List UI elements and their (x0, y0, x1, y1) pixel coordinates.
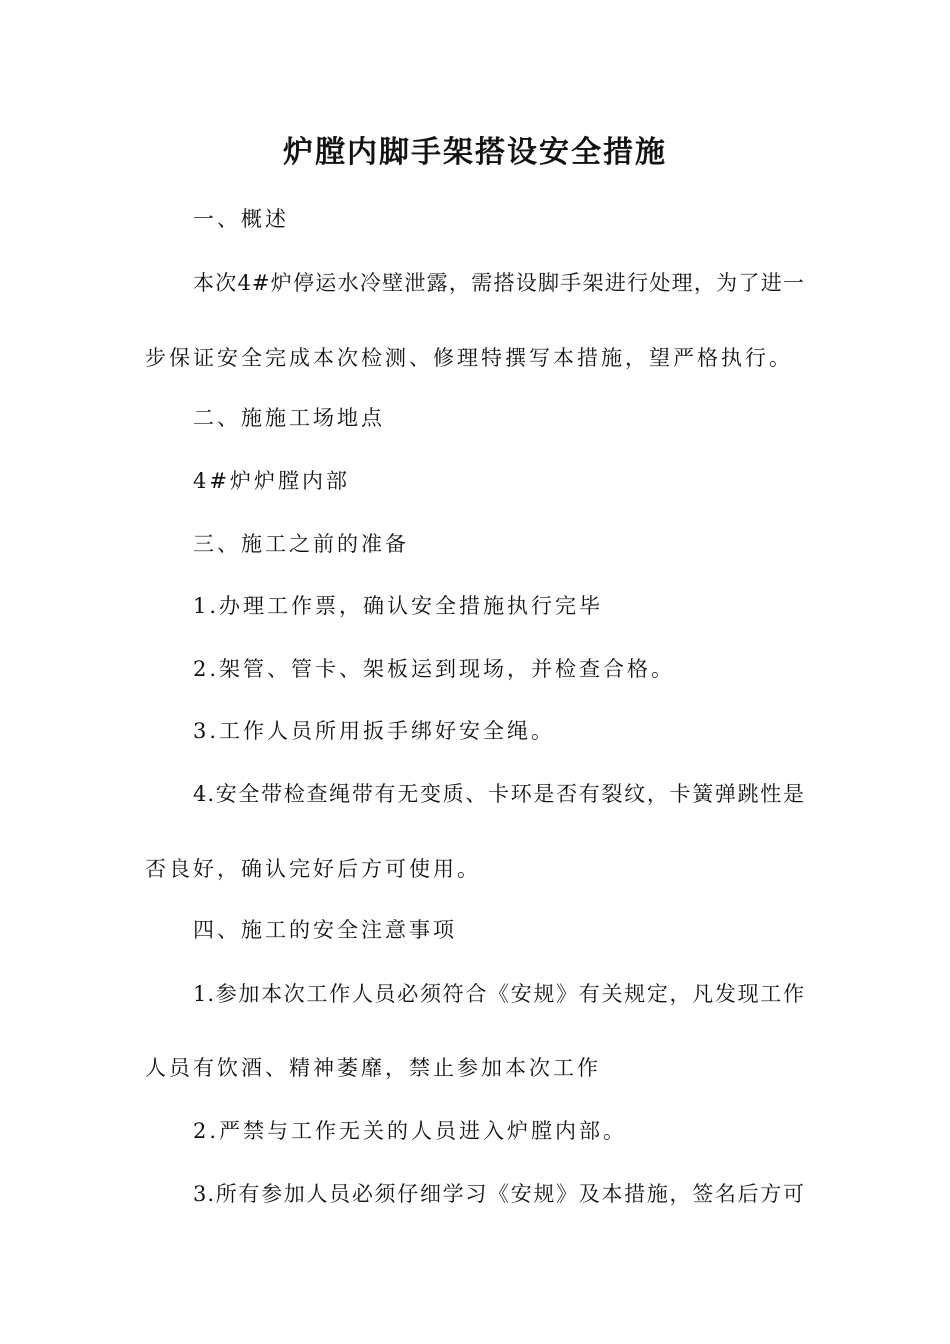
section-heading-safety: 四、施工的安全注意事项 (193, 918, 457, 942)
section-heading-location: 二、施施工场地点 (193, 406, 385, 430)
list-item: 2.架管、管卡、架板运到现场，并检查合格。 (193, 657, 676, 681)
section-heading-overview: 一、概述 (193, 207, 289, 231)
document-title: 炉膛内脚手架搭设安全措施 (283, 135, 667, 170)
list-item: 2.严禁与工作无关的人员进入炉膛内部。 (193, 1119, 628, 1143)
paragraph-line: 人员有饮酒、精神萎靡，禁止参加本次工作 (145, 1056, 601, 1080)
paragraph-line: 步保证安全完成本次检测、修理特撰写本措施，望严格执行。 (145, 346, 793, 370)
list-item: 3.工作人员所用扳手绑好安全绳。 (193, 719, 556, 743)
list-item: 1.参加本次工作人员必须符合《安规》有关规定，凡发现工作 (193, 982, 805, 1006)
list-item: 1.办理工作票，确认安全措施执行完毕 (193, 594, 604, 618)
paragraph-line: 本次4#炉停运水冷壁泄露，需搭设脚手架进行处理，为了进一 (193, 271, 805, 295)
list-item: 3.所有参加人员必须仔细学习《安规》及本措施，签名后方可 (193, 1182, 805, 1206)
paragraph-line: 否良好，确认完好后方可使用。 (145, 857, 481, 881)
section-heading-preparation: 三、施工之前的准备 (193, 532, 409, 556)
paragraph-line: 4#炉炉膛内部 (193, 469, 350, 493)
list-item: 4.安全带检查绳带有无变质、卡环是否有裂纹，卡簧弹跳性是 (193, 782, 805, 806)
